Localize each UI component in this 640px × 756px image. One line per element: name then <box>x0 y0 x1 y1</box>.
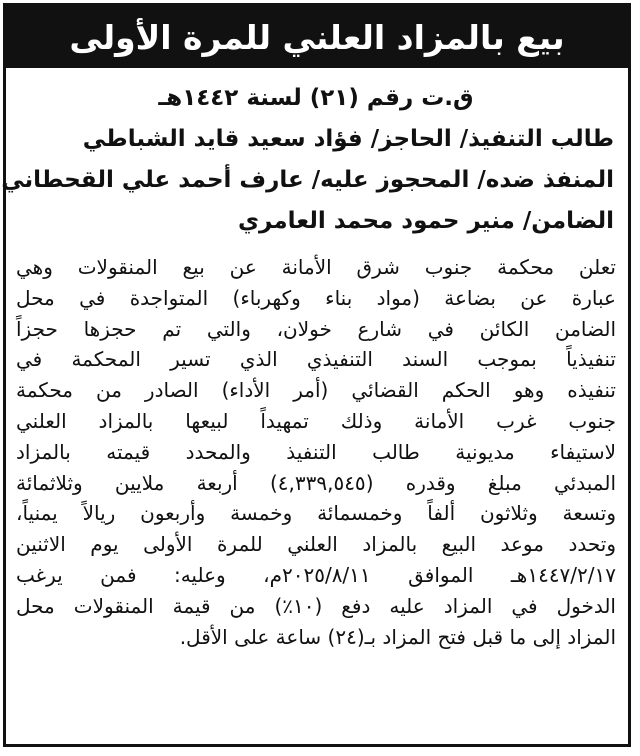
body-line: جنوب غرب الأمانة وذلك تمهيداً لبيعها بالمزاد العلني <box>16 408 616 433</box>
notice-title-bar <box>6 6 628 68</box>
body-line: المبدئي مبلغ وقدره (٤,٣٣٩,٥٤٥) أربعة ملايين وثلاثمائة <box>16 470 616 495</box>
body-line: تنفيذياً بموجب السند التنفيذي الذي تسير المحكمة في <box>16 347 616 372</box>
notice-headings <box>1 78 614 242</box>
body-line: عبارة عن بضاعة (مواد بناء وكهرباء) المتواجدة في محل <box>16 285 616 310</box>
applicant-line: طالب التنفيذ/ الحاجز/ فؤاد سعيد قايد الشباطي <box>82 126 614 152</box>
body-line: وتسعة وثلاثون ألفاً وخمسمائة وخمسة وأربعون ريالاً يمنياً، <box>16 501 616 526</box>
body-line: الدخول في المزاد عليه دفع (١٠٪) من قيمة المنقولات محل <box>16 593 616 618</box>
body-line: المزاد إلى ما قبل فتح المزاد بـ(٢٤) ساعة على الأقل. <box>179 624 616 649</box>
notice-title: بيع بالمزاد العلني للمرة الأولى <box>69 17 565 57</box>
body-line: تعلن محكمة جنوب شرق الأمانة عن بيع المنقولات وهي <box>16 255 616 279</box>
guarantor-line: الضامن/ منير حمود محمد العامري <box>237 208 614 234</box>
body-line: ١٤٤٧/٢/١٧هـ الموافق ٢٠٢٥/٨/١١م، وعليه: فمن يرغب <box>16 562 616 587</box>
case-reference: ق.ت رقم (٢١) لسنة ١٤٤٢هـ <box>158 85 474 111</box>
notice-body <box>16 252 616 652</box>
auction-notice <box>3 3 631 747</box>
debtor-line: المنفذ ضده/ المحجوز عليه/ عارف أحمد علي القحطاني <box>1 167 614 193</box>
body-line: لاستيفاء مديونية طالب التنفيذ والمحدد قيمته بالمزاد <box>16 439 616 464</box>
body-line: الضامن الكائن في شارع خولان، والتي تم حجزها حجزاً <box>16 316 616 341</box>
body-line: وتحدد موعد البيع بالمزاد العلني للمرة الأولى يوم الاثنين <box>16 532 616 557</box>
body-line: تنفيذه وهو الحكم القضائي (أمر الأداء) الصادر من محكمة <box>16 378 616 403</box>
